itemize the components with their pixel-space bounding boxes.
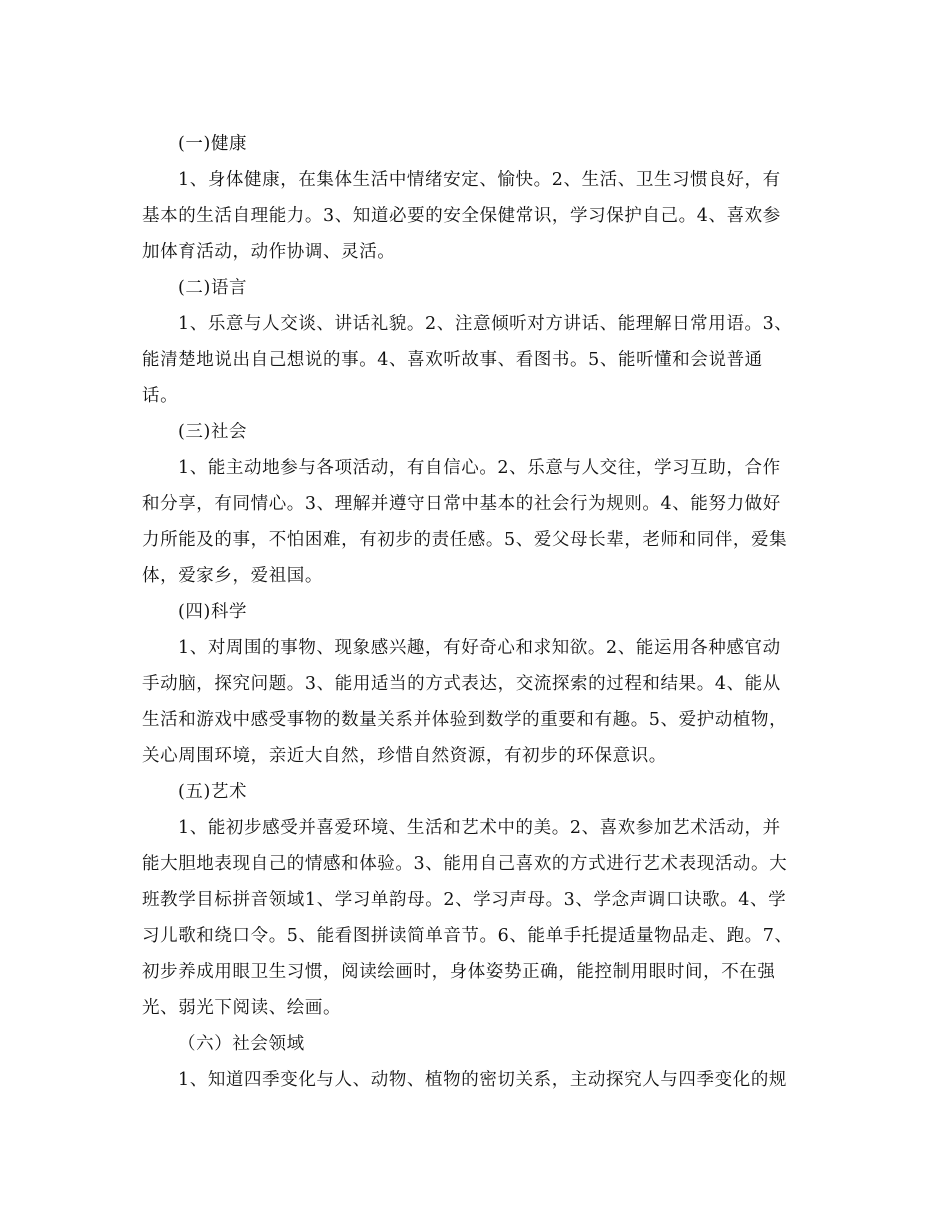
section-heading-social-domain: （六）社会领域 (178, 1034, 305, 1054)
paragraph-line: 1、能主动地参与各项活动，有自信心。2、乐意与人交往，学习互助，合作 (178, 458, 781, 478)
paragraph-line: 光、弱光下阅读、绘画。 (142, 998, 342, 1018)
paragraph-line: 班教学目标拼音领域1、学习单韵母。2、学习声母。3、学念声调口诀歌。4、学 (142, 890, 787, 910)
paragraph-line: 1、身体健康，在集体生活中情绪安定、愉快。2、生活、卫生习惯良好，有 (178, 170, 781, 190)
paragraph-line: 1、乐意与人交谈、讲话礼貌。2、注意倾听对方讲话、能理解日常用语。3、 (178, 314, 793, 334)
paragraph-line: 1、能初步感受并喜爱环境、生活和艺术中的美。2、喜欢参加艺术活动，并 (178, 818, 781, 838)
document-page (142, 126, 802, 1098)
section-heading-science: (四)科学 (178, 602, 248, 622)
section-heading-language: (二)语言 (178, 278, 248, 298)
paragraph-line: 生活和游戏中感受事物的数量关系并体验到数学的重要和有趣。5、爱护动植物， (142, 710, 788, 730)
paragraph-line: 基本的生活自理能力。3、知道必要的安全保健常识，学习保护自己。4、喜欢参 (142, 206, 781, 226)
paragraph-line: 1、对周围的事物、现象感兴趣，有好奇心和求知欲。2、能运用各种感官动 (178, 638, 781, 658)
paragraph-line: 能清楚地说出自己想说的事。4、喜欢听故事、看图书。5、能听懂和会说普通 (142, 350, 763, 370)
paragraph-line: 初步养成用眼卫生习惯，阅读绘画时，身体姿势正确，能控制用眼时间，不在强 (142, 962, 776, 982)
paragraph-line: 和分享，有同情心。3、理解并遵守日常中基本的社会行为规则。4、能努力做好 (142, 494, 781, 514)
paragraph-line: 手动脑，探究问题。3、能用适当的方式表达，交流探索的过程和结果。4、能从 (142, 674, 781, 694)
paragraph-line: 习儿歌和绕口令。5、能看图拼读简单音节。6、能单手托提适量物品走、跑。7、 (142, 926, 793, 946)
section-heading-health: (一)健康 (178, 134, 248, 154)
paragraph-line: 话。 (142, 386, 179, 406)
paragraph-line: 加体育活动，动作协调、灵活。 (142, 242, 396, 262)
paragraph-line: 1、知道四季变化与人、动物、植物的密切关系，主动探究人与四季变化的规 (178, 1070, 788, 1090)
section-heading-society: (三)社会 (178, 422, 248, 442)
paragraph-line: 关心周围环境，亲近大自然，珍惜自然资源，有初步的环保意识。 (142, 746, 667, 766)
paragraph-line: 能大胆地表现自己的情感和体验。3、能用自己喜欢的方式进行艺术表现活动。大 (142, 854, 788, 874)
paragraph-line: 力所能及的事，不怕困难，有初步的责任感。5、爱父母长辈，老师和同伴，爱集 (142, 530, 788, 550)
paragraph-line: 体，爱家乡，爱祖国。 (142, 566, 323, 586)
section-heading-art: (五)艺术 (178, 782, 248, 802)
